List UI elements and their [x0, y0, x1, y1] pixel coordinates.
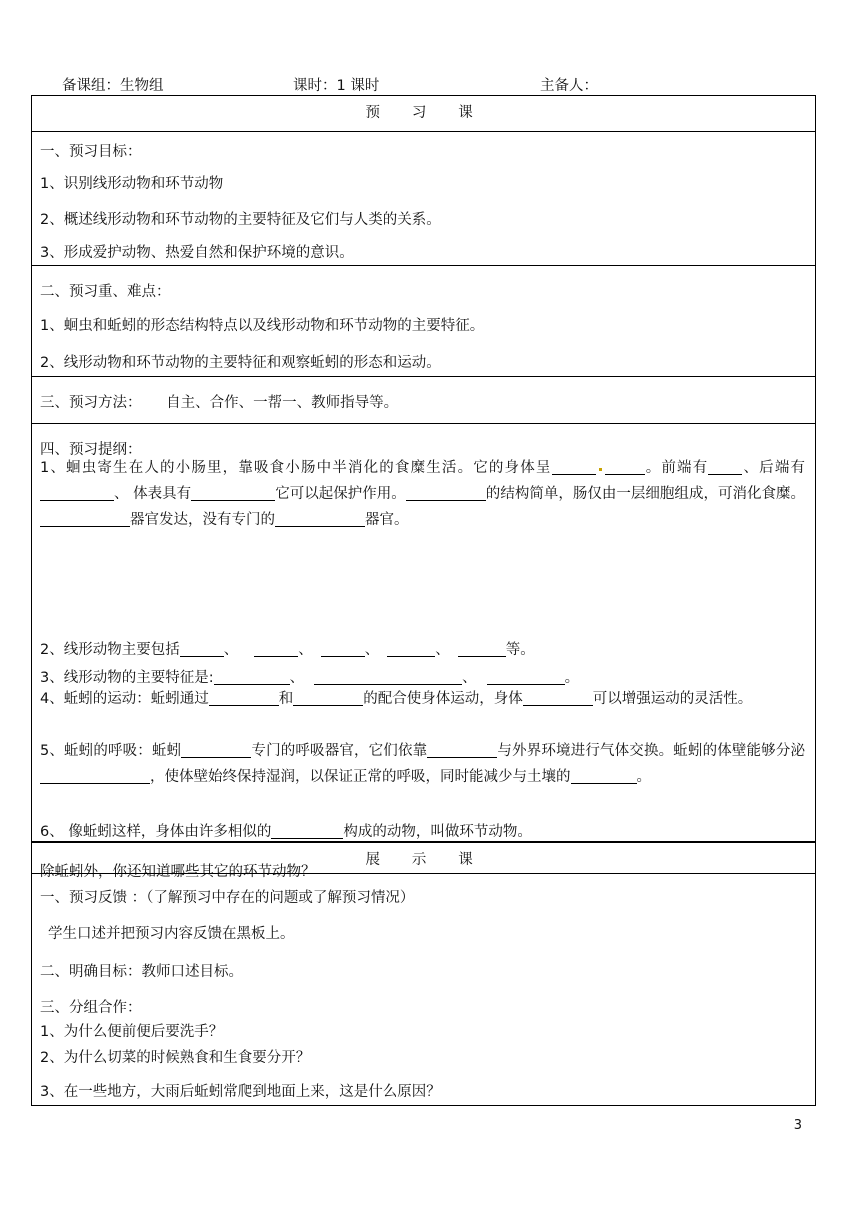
answer-blank[interactable]	[605, 457, 645, 475]
prep-group: 备课组：生物组	[62, 78, 164, 94]
show-title: 展 示 课	[365, 852, 482, 868]
methods-text: 自主、合作、一帮一、教师指导等。	[166, 395, 399, 411]
answer-blank[interactable]	[275, 509, 365, 527]
answer-blank[interactable]	[708, 457, 742, 475]
answer-blank[interactable]	[406, 483, 486, 501]
outline-question-6: 6、 像蚯蚓这样，身体由许多相似的 构成的动物，叫做环节动物。	[40, 820, 532, 841]
answer-blank[interactable]	[293, 688, 363, 706]
show-title-row	[32, 842, 815, 874]
answer-blank[interactable]	[487, 667, 565, 685]
methods-section	[32, 377, 815, 424]
outline-question-5: 5、蚯蚓的呼吸：蚯蚓 专门的呼吸器官，它们依靠 与外界环境进行气体交换。蚯蚓的体壁能够分泌，使体壁始终保持湿润，以保证正常的呼吸，同时能减少与土壤的 。	[40, 738, 805, 790]
page-header	[0, 74, 860, 96]
answer-blank[interactable]	[40, 509, 130, 527]
answer-blank[interactable]	[387, 639, 435, 657]
key-points-section	[32, 266, 815, 377]
answer-blank[interactable]	[321, 639, 365, 657]
goals-heading: 一、预习目标：	[40, 144, 142, 160]
key-point-item: 1、蛔虫和蚯蚓的形态结构特点以及线形动物和环节动物的主要特征。	[40, 318, 485, 334]
group-question: 3、在一些地方，大雨后蚯蚓常爬到地面上来，这是什么原因？	[40, 1084, 441, 1100]
goal-item: 1、识别线形动物和环节动物	[40, 176, 224, 192]
goals-section	[32, 132, 815, 266]
outline-heading: 四、预习提纲：	[40, 442, 142, 458]
mark-dot	[599, 468, 602, 471]
page-number: 3	[793, 1118, 802, 1133]
answer-blank[interactable]	[427, 740, 497, 758]
feedback-detail: 学生口述并把预习内容反馈在黑板上。	[48, 926, 295, 942]
goal-item: 3、形成爱护动物、热爱自然和保护环境的意识。	[40, 245, 354, 261]
methods-label: 三、预习方法：	[40, 395, 142, 411]
answer-blank[interactable]	[271, 821, 343, 839]
goal-item: 2、概述线形动物和环节动物的主要特征及它们与人类的关系。	[40, 212, 441, 228]
answer-blank[interactable]	[458, 639, 506, 657]
outline-question-3: 3、线形动物的主要特征是: 、 、 。	[40, 666, 579, 687]
answer-blank[interactable]	[191, 483, 275, 501]
goal-line: 二、明确目标：教师口述目标。	[40, 964, 243, 980]
feedback-heading: 一、预习反馈 ：（了解预习中存在的问题或了解预习情况）	[40, 890, 415, 906]
preview-title-row	[32, 96, 815, 132]
key-points-heading: 二、预习重、难点：	[40, 284, 171, 300]
answer-blank[interactable]	[552, 457, 596, 475]
answer-blank[interactable]	[523, 688, 593, 706]
show-section	[32, 874, 815, 1107]
preview-title: 预 习 课	[365, 105, 482, 121]
answer-blank[interactable]	[181, 740, 251, 758]
outline-extra-question: 除蚯蚓外，你还知道哪些其它的环节动物？	[40, 864, 316, 880]
key-point-item: 2、线形动物和环节动物的主要特征和观察蚯蚓的形态和运动。	[40, 355, 441, 371]
answer-blank[interactable]	[40, 483, 114, 501]
answer-blank[interactable]	[571, 766, 637, 784]
answer-blank[interactable]	[180, 639, 224, 657]
outline-question-4: 4、蚯蚓的运动：蚯蚓通过 和 的配合使身体运动，身体 可以增强运动的灵活性。	[40, 686, 805, 712]
answer-blank[interactable]	[214, 667, 290, 685]
methods-line	[40, 391, 398, 412]
answer-blank[interactable]	[40, 766, 150, 784]
lesson-table	[31, 95, 816, 1106]
outline-question-2: 2、线形动物主要包括 、 、 、 、 等。	[40, 638, 535, 659]
group-question: 2、为什么切菜的时候熟食和生食要分开？	[40, 1050, 311, 1066]
group-question: 1、为什么便前便后要洗手？	[40, 1024, 224, 1040]
answer-blank[interactable]	[254, 639, 298, 657]
answer-blank[interactable]	[209, 688, 279, 706]
outline-question-1: 1、蛔虫寄生在人的小肠里，靠吸食小肠中半消化的食糜生活。它的身体呈 。前端有 、后端有、 体表具有 它可以起保护作用。 的结构简单，肠仅由一层细胞组成，可消化食糜。器官发达，没有专门的 器官。	[40, 455, 805, 533]
main-preparer: 主备人：	[540, 78, 598, 94]
class-hours: 课时：1 课时	[293, 78, 380, 94]
outline-section	[32, 424, 815, 842]
answer-blank[interactable]	[314, 667, 462, 685]
group-heading: 三、分组合作：	[40, 1000, 142, 1016]
